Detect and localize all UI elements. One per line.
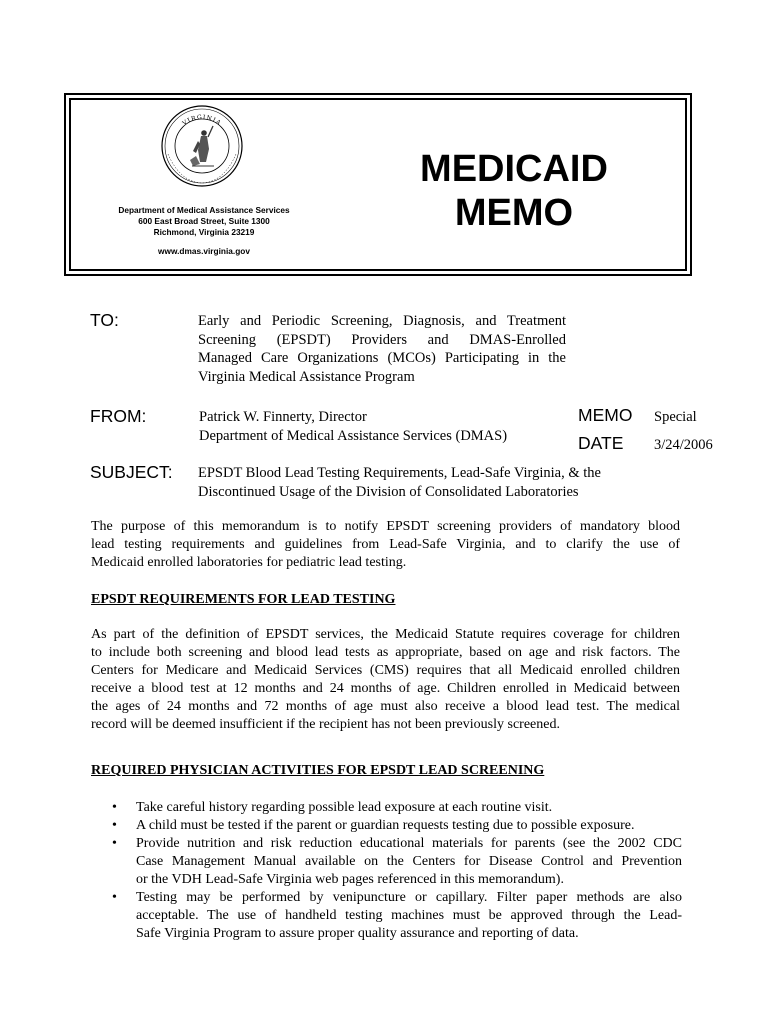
paragraph-line: lead testing requirements and guidelines from Lead-Safe Virginia, and to clarify the use of (91, 537, 680, 552)
paragraph-line: Centers for Medicare and Medicaid Services (CMS) requires that all Medicaid enrolled children (91, 663, 680, 678)
memo-type-label: MEMO (578, 405, 633, 425)
list-item (112, 835, 682, 889)
to-line: Virginia Medical Assistance Program (198, 368, 415, 385)
paragraph-line: The purpose of this memorandum is to notify EPSDT screening providers of mandatory blood (91, 519, 680, 534)
svg-text:VIRGINIA (181, 114, 223, 128)
to-line: Managed Care Organizations (MCOs) Participating in the (198, 350, 566, 366)
bullet-icon: • (112, 818, 117, 833)
from-sender (199, 408, 559, 445)
bullet-icon: • (112, 836, 117, 851)
virginia-seal-icon (160, 104, 244, 188)
from-line: Department of Medical Assistance Services (DMAS) (199, 427, 508, 444)
paragraph-line: Medicaid enrolled laboratories for pediatric lead testing. (91, 555, 407, 570)
list-item-line: Case Management Manual available on the Centers for Disease Control and Prevention (136, 854, 682, 869)
from-label: FROM: (90, 406, 147, 426)
list-item (112, 817, 682, 835)
paragraph-line: receive a blood test at 12 months and 24 months of age. Children enrolled in Medicaid between (91, 681, 680, 696)
department-name: Department of Medical Assistance Services (118, 205, 290, 215)
to-line: Early and Periodic Screening, Diagnosis, and Treatment (198, 313, 566, 329)
paragraph-line: the ages of 24 months and 72 months of age must also receive a blood lead test. The medical (91, 699, 680, 714)
seal-text: VIRGINIA (181, 113, 223, 128)
subject-line: EPSDT Blood Lead Testing Requirements, Lead-Safe Virginia, & the (198, 465, 601, 481)
lead-testing-paragraph (91, 626, 680, 734)
list-item-line: Provide nutrition and risk reduction educational materials for parents (see the 2002 CDC (136, 836, 682, 851)
date-label: DATE (578, 433, 624, 453)
paragraph-line: to include both screening and blood lead tests as appropriate, based on age and risk factors. The (91, 645, 680, 660)
title-line-1: MEDICAID (420, 148, 608, 190)
bullet-icon: • (112, 800, 117, 815)
to-label: TO: (90, 310, 119, 330)
list-item-line: or the VDH Lead-Safe Virginia web pages referenced in this memorandum). (136, 872, 564, 887)
title-line-2: MEMO (454, 192, 574, 234)
paragraph-line: record will be deemed insufficient if the recipient has not been previously screened. (91, 717, 560, 732)
paragraph-line: As part of the definition of EPSDT services, the Medicaid Statute requires coverage for children (91, 627, 680, 642)
list-item-line: Testing may be performed by venipuncture or capillary. Filter paper methods are also (136, 890, 682, 905)
bullet-icon: • (112, 890, 117, 905)
department-address (108, 205, 300, 238)
subject-text (198, 464, 638, 501)
to-line: Screening (EPSDT) Providers and DMAS-Enrolled (198, 331, 566, 348)
list-item-line: A child must be tested if the parent or guardian requests testing due to possible exposure. (136, 818, 635, 833)
website-link[interactable]: www.dmas.virginia.gov (158, 246, 250, 256)
city-state-zip: Richmond, Virginia 23219 (153, 227, 255, 237)
memo-title (404, 147, 624, 235)
list-item-line: Safe Virginia Program to assure proper quality assurance and reporting of data. (136, 926, 579, 941)
subject-label: SUBJECT: (90, 462, 173, 482)
intro-paragraph (91, 518, 680, 572)
physician-activities-list (112, 799, 682, 943)
list-item-line: acceptable. The use of handheld testing machines must be approved through the Lead- (136, 908, 682, 923)
list-item (112, 889, 682, 943)
from-line: Patrick W. Finnerty, Director (199, 409, 367, 425)
street-address: 600 East Broad Street, Suite 1300 (138, 216, 270, 226)
to-recipients (198, 312, 566, 386)
list-item (112, 799, 682, 817)
section-heading-lead-testing: EPSDT REQUIREMENTS FOR LEAD TESTING (91, 592, 396, 607)
memo-type-value: Special (654, 409, 697, 425)
date-value: 3/24/2006 (654, 437, 713, 453)
section-heading-physician-activities: REQUIRED PHYSICIAN ACTIVITIES FOR EPSDT LEAD SCREENING (91, 763, 545, 778)
list-item-line: Take careful history regarding possible lead exposure at each routine visit. (136, 800, 553, 815)
subject-line: Discontinued Usage of the Division of Consolidated Laboratories (198, 483, 579, 500)
